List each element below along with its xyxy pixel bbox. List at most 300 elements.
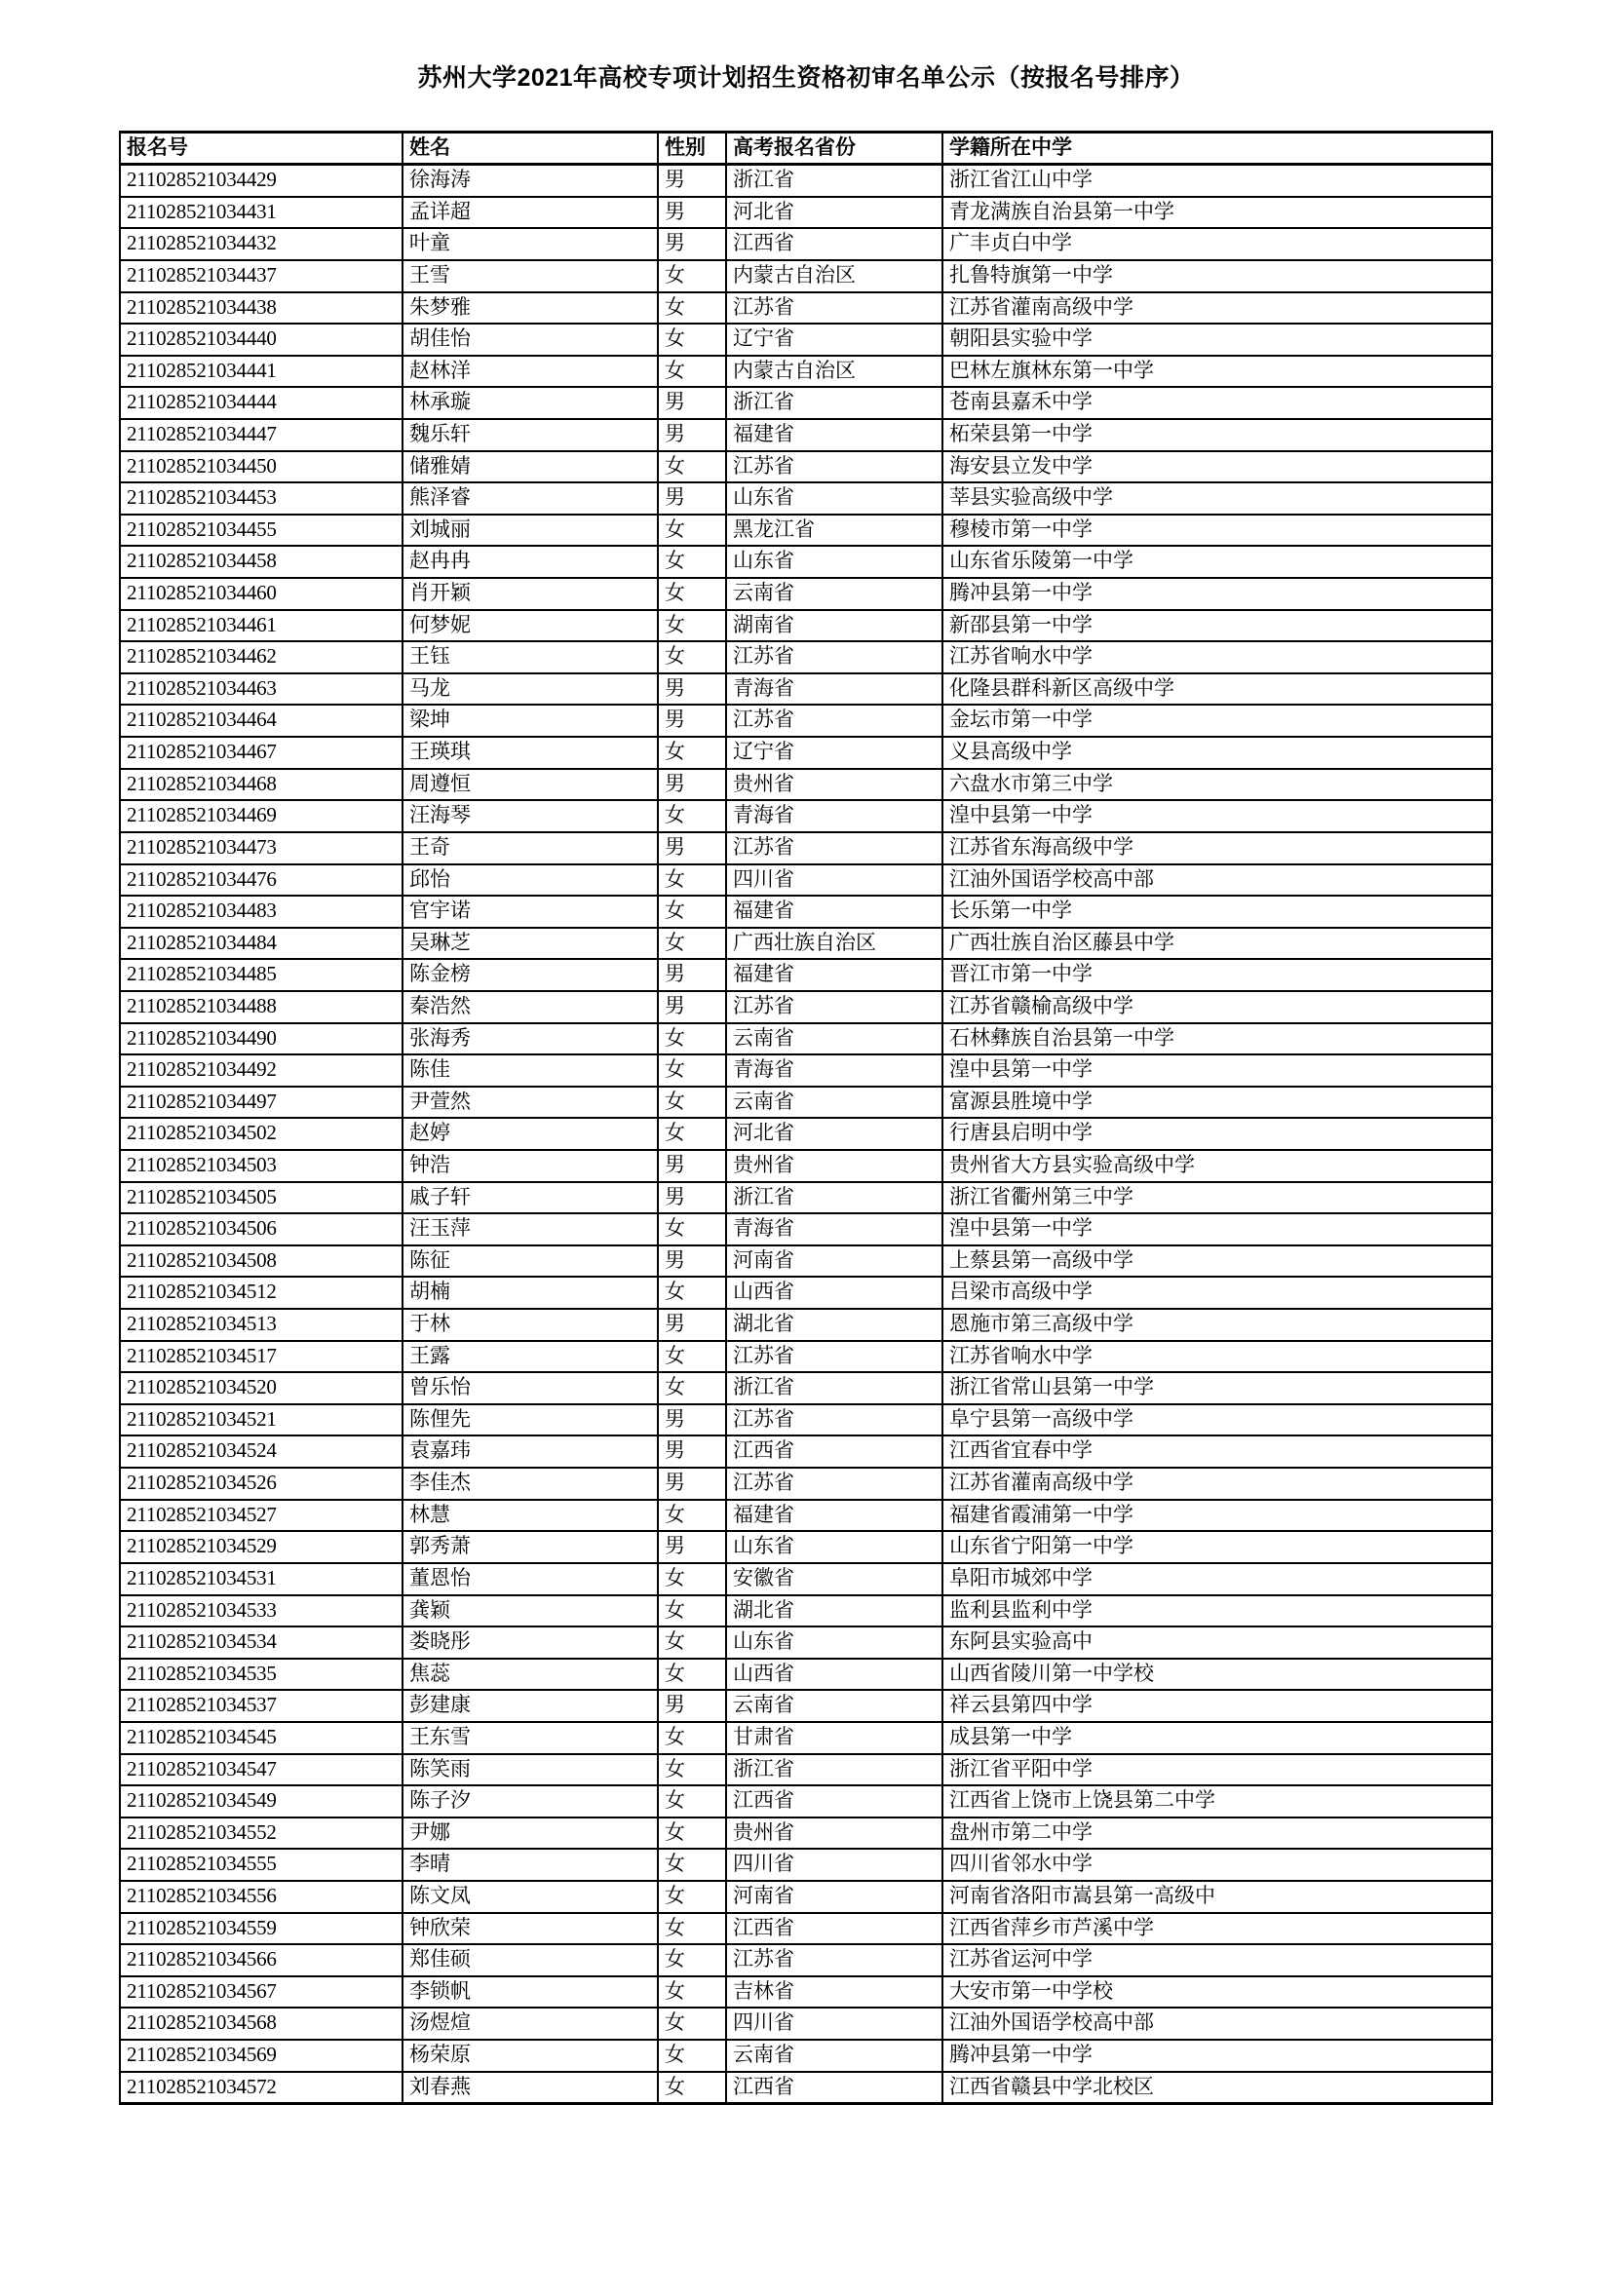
cell-school: 金坛市第一中学	[942, 705, 1492, 737]
cell-id: 211028521034552	[120, 1818, 403, 1850]
cell-sex: 女	[658, 1818, 726, 1850]
cell-prov: 江苏省	[726, 292, 942, 325]
cell-name: 胡楠	[403, 1277, 658, 1309]
table-row	[120, 292, 1492, 325]
column-header-school: 学籍所在中学	[942, 132, 1492, 165]
cell-prov: 贵州省	[726, 1818, 942, 1850]
cell-id: 211028521034488	[120, 991, 403, 1023]
cell-prov: 云南省	[726, 578, 942, 610]
cell-id: 211028521034458	[120, 546, 403, 578]
cell-name: 汪玉萍	[403, 1213, 658, 1245]
cell-school: 苍南县嘉禾中学	[942, 387, 1492, 419]
cell-id: 211028521034537	[120, 1690, 403, 1722]
cell-prov: 云南省	[726, 1023, 942, 1055]
cell-id: 211028521034531	[120, 1563, 403, 1595]
table-row	[120, 610, 1492, 642]
cell-sex: 女	[658, 1913, 726, 1945]
table-row	[120, 1245, 1492, 1278]
table-row	[120, 1023, 1492, 1055]
table-row	[120, 1976, 1492, 2009]
cell-sex: 女	[658, 1785, 726, 1818]
cell-id: 211028521034490	[120, 1023, 403, 1055]
cell-name: 曾乐怡	[403, 1372, 658, 1404]
table-header-row	[120, 132, 1492, 165]
column-header-prov: 高考报名省份	[726, 132, 942, 165]
cell-id: 211028521034569	[120, 2040, 403, 2072]
cell-name: 尹萱然	[403, 1087, 658, 1119]
table-row	[120, 1659, 1492, 1691]
cell-sex: 男	[658, 673, 726, 706]
cell-name: 官宇诺	[403, 896, 658, 928]
cell-school: 吕梁市高级中学	[942, 1277, 1492, 1309]
cell-prov: 云南省	[726, 1690, 942, 1722]
cell-name: 龚颖	[403, 1595, 658, 1627]
table-row	[120, 197, 1492, 229]
table-row	[120, 737, 1492, 769]
table-row	[120, 1690, 1492, 1722]
cell-prov: 辽宁省	[726, 324, 942, 356]
table-row	[120, 896, 1492, 928]
cell-name: 王雪	[403, 260, 658, 292]
cell-school: 腾冲县第一中学	[942, 2040, 1492, 2072]
table-row	[120, 387, 1492, 419]
cell-prov: 山西省	[726, 1659, 942, 1691]
table-row	[120, 800, 1492, 832]
cell-name: 肖开颖	[403, 578, 658, 610]
column-header-sex: 性别	[658, 132, 726, 165]
cell-name: 何梦妮	[403, 610, 658, 642]
cell-id: 211028521034520	[120, 1372, 403, 1404]
cell-sex: 男	[658, 769, 726, 801]
cell-prov: 青海省	[726, 1213, 942, 1245]
page-title: 苏州大学2021年高校专项计划招生资格初审名单公示（按报名号排序）	[417, 63, 1195, 92]
cell-sex: 女	[658, 578, 726, 610]
cell-school: 江苏省东海高级中学	[942, 832, 1492, 864]
cell-school: 湟中县第一中学	[942, 1054, 1492, 1087]
cell-id: 211028521034497	[120, 1087, 403, 1119]
cell-prov: 青海省	[726, 673, 942, 706]
cell-prov: 山东省	[726, 546, 942, 578]
cell-sex: 女	[658, 1722, 726, 1754]
cell-sex: 男	[658, 228, 726, 260]
cell-school: 湟中县第一中学	[942, 800, 1492, 832]
cell-sex: 女	[658, 356, 726, 388]
cell-school: 祥云县第四中学	[942, 1690, 1492, 1722]
cell-id: 211028521034506	[120, 1213, 403, 1245]
cell-school: 江苏省运河中学	[942, 1944, 1492, 1976]
cell-sex: 女	[658, 610, 726, 642]
table-row	[120, 2008, 1492, 2040]
cell-name: 马龙	[403, 673, 658, 706]
table-row	[120, 419, 1492, 451]
table-row	[120, 1500, 1492, 1532]
cell-sex: 女	[658, 1754, 726, 1786]
table-row	[120, 1722, 1492, 1754]
cell-id: 211028521034533	[120, 1595, 403, 1627]
table-row	[120, 546, 1492, 578]
cell-prov: 贵州省	[726, 1150, 942, 1182]
cell-id: 211028521034432	[120, 228, 403, 260]
cell-prov: 江苏省	[726, 1404, 942, 1436]
cell-sex: 男	[658, 1245, 726, 1278]
cell-school: 巴林左旗林东第一中学	[942, 356, 1492, 388]
cell-prov: 贵州省	[726, 769, 942, 801]
table-row	[120, 1785, 1492, 1818]
table-row	[120, 769, 1492, 801]
cell-prov: 四川省	[726, 2008, 942, 2040]
cell-sex: 男	[658, 959, 726, 991]
table-row	[120, 1754, 1492, 1786]
cell-id: 211028521034467	[120, 737, 403, 769]
cell-id: 211028521034521	[120, 1404, 403, 1436]
cell-prov: 浙江省	[726, 1754, 942, 1786]
cell-id: 211028521034468	[120, 769, 403, 801]
cell-school: 石林彝族自治县第一中学	[942, 1023, 1492, 1055]
cell-prov: 江苏省	[726, 991, 942, 1023]
cell-sex: 女	[658, 737, 726, 769]
cell-name: 李晴	[403, 1849, 658, 1881]
cell-id: 211028521034453	[120, 482, 403, 515]
table-row	[120, 991, 1492, 1023]
cell-sex: 女	[658, 1054, 726, 1087]
cell-school: 广西壮族自治区藤县中学	[942, 928, 1492, 960]
cell-school: 江西省上饶市上饶县第二中学	[942, 1785, 1492, 1818]
cell-sex: 男	[658, 197, 726, 229]
cell-id: 211028521034484	[120, 928, 403, 960]
cell-sex: 男	[658, 705, 726, 737]
table-row	[120, 673, 1492, 706]
cell-prov: 安徽省	[726, 1563, 942, 1595]
cell-prov: 浙江省	[726, 1182, 942, 1214]
cell-name: 陈征	[403, 1245, 658, 1278]
cell-name: 朱梦雅	[403, 292, 658, 325]
table-row	[120, 1913, 1492, 1945]
cell-name: 王露	[403, 1341, 658, 1373]
cell-school: 义县高级中学	[942, 737, 1492, 769]
cell-sex: 女	[658, 1595, 726, 1627]
cell-prov: 浙江省	[726, 1372, 942, 1404]
cell-school: 大安市第一中学校	[942, 1976, 1492, 2009]
cell-id: 211028521034483	[120, 896, 403, 928]
cell-prov: 江苏省	[726, 1468, 942, 1500]
table-row	[120, 705, 1492, 737]
cell-school: 腾冲县第一中学	[942, 578, 1492, 610]
cell-name: 焦蕊	[403, 1659, 658, 1691]
cell-sex: 女	[658, 451, 726, 483]
document-page	[0, 17, 1612, 2296]
cell-school: 贵州省大方县实验高级中学	[942, 1150, 1492, 1182]
cell-prov: 湖南省	[726, 610, 942, 642]
cell-school: 东阿县实验高中	[942, 1626, 1492, 1659]
cell-school: 青龙满族自治县第一中学	[942, 197, 1492, 229]
cell-name: 陈子汐	[403, 1785, 658, 1818]
cell-name: 魏乐轩	[403, 419, 658, 451]
table-row	[120, 1468, 1492, 1500]
cell-name: 于林	[403, 1309, 658, 1341]
table-row	[120, 228, 1492, 260]
cell-prov: 江西省	[726, 1785, 942, 1818]
table-body	[120, 165, 1492, 2104]
cell-id: 211028521034555	[120, 1849, 403, 1881]
cell-school: 江西省萍乡市芦溪中学	[942, 1913, 1492, 1945]
cell-school: 成县第一中学	[942, 1722, 1492, 1754]
cell-id: 211028521034529	[120, 1531, 403, 1563]
cell-name: 邱怡	[403, 864, 658, 897]
cell-sex: 女	[658, 800, 726, 832]
cell-name: 熊泽睿	[403, 482, 658, 515]
cell-school: 山西省陵川第一中学校	[942, 1659, 1492, 1691]
cell-name: 吴琳芝	[403, 928, 658, 960]
cell-id: 211028521034463	[120, 673, 403, 706]
cell-school: 江西省宜春中学	[942, 1435, 1492, 1468]
cell-prov: 江西省	[726, 1913, 942, 1945]
cell-id: 211028521034444	[120, 387, 403, 419]
cell-id: 211028521034526	[120, 1468, 403, 1500]
cell-sex: 女	[658, 1372, 726, 1404]
cell-prov: 吉林省	[726, 1976, 942, 2009]
table-row	[120, 959, 1492, 991]
cell-id: 211028521034567	[120, 1976, 403, 2009]
table-row	[120, 1818, 1492, 1850]
table-row	[120, 1309, 1492, 1341]
cell-school: 海安县立发中学	[942, 451, 1492, 483]
cell-school: 化隆县群科新区高级中学	[942, 673, 1492, 706]
table-row	[120, 260, 1492, 292]
cell-sex: 男	[658, 1435, 726, 1468]
cell-prov: 福建省	[726, 419, 942, 451]
cell-prov: 云南省	[726, 2040, 942, 2072]
cell-id: 211028521034547	[120, 1754, 403, 1786]
cell-id: 211028521034460	[120, 578, 403, 610]
cell-school: 浙江省衢州第三中学	[942, 1182, 1492, 1214]
cell-prov: 青海省	[726, 1054, 942, 1087]
roster-table-container	[0, 109, 1612, 2106]
cell-sex: 男	[658, 419, 726, 451]
cell-name: 胡佳怡	[403, 324, 658, 356]
cell-prov: 江苏省	[726, 832, 942, 864]
cell-id: 211028521034431	[120, 197, 403, 229]
cell-prov: 黑龙江省	[726, 515, 942, 547]
cell-prov: 湖北省	[726, 1595, 942, 1627]
cell-id: 211028521034524	[120, 1435, 403, 1468]
cell-sex: 女	[658, 1976, 726, 2009]
cell-prov: 浙江省	[726, 165, 942, 197]
cell-school: 福建省霞浦第一中学	[942, 1500, 1492, 1532]
cell-school: 广丰贞白中学	[942, 228, 1492, 260]
cell-name: 李锁帆	[403, 1976, 658, 2009]
cell-sex: 女	[658, 1626, 726, 1659]
cell-school: 莘县实验高级中学	[942, 482, 1492, 515]
cell-name: 储雅婧	[403, 451, 658, 483]
cell-id: 211028521034513	[120, 1309, 403, 1341]
cell-name: 陈笑雨	[403, 1754, 658, 1786]
cell-prov: 辽宁省	[726, 737, 942, 769]
table-row	[120, 324, 1492, 356]
cell-sex: 女	[658, 1659, 726, 1691]
cell-id: 211028521034508	[120, 1245, 403, 1278]
cell-prov: 福建省	[726, 896, 942, 928]
cell-school: 四川省邻水中学	[942, 1849, 1492, 1881]
cell-sex: 女	[658, 2008, 726, 2040]
cell-name: 娄晓彤	[403, 1626, 658, 1659]
cell-id: 211028521034545	[120, 1722, 403, 1754]
cell-id: 211028521034572	[120, 2072, 403, 2104]
cell-sex: 女	[658, 1881, 726, 1913]
cell-prov: 江苏省	[726, 1944, 942, 1976]
cell-name: 刘春燕	[403, 2072, 658, 2104]
table-row	[120, 578, 1492, 610]
table-row	[120, 928, 1492, 960]
table-row	[120, 482, 1492, 515]
cell-sex: 女	[658, 1341, 726, 1373]
cell-prov: 江西省	[726, 1435, 942, 1468]
cell-prov: 内蒙古自治区	[726, 260, 942, 292]
cell-prov: 四川省	[726, 1849, 942, 1881]
cell-name: 陈文凤	[403, 1881, 658, 1913]
cell-id: 211028521034485	[120, 959, 403, 991]
cell-name: 赵林洋	[403, 356, 658, 388]
cell-sex: 女	[658, 1118, 726, 1150]
cell-school: 江苏省灌南高级中学	[942, 292, 1492, 325]
cell-prov: 江苏省	[726, 641, 942, 673]
cell-name: 汪海琴	[403, 800, 658, 832]
cell-school: 河南省洛阳市嵩县第一高级中	[942, 1881, 1492, 1913]
cell-sex: 男	[658, 832, 726, 864]
cell-school: 江油外国语学校高中部	[942, 2008, 1492, 2040]
cell-name: 戚子轩	[403, 1182, 658, 1214]
cell-prov: 河北省	[726, 197, 942, 229]
cell-sex: 女	[658, 1087, 726, 1119]
cell-prov: 青海省	[726, 800, 942, 832]
table-row	[120, 1054, 1492, 1087]
cell-name: 彭建康	[403, 1690, 658, 1722]
cell-name: 李佳杰	[403, 1468, 658, 1500]
cell-name: 王东雪	[403, 1722, 658, 1754]
cell-id: 211028521034503	[120, 1150, 403, 1182]
table-row	[120, 165, 1492, 197]
cell-school: 江西省赣县中学北校区	[949, 2074, 1154, 2098]
cell-id: 211028521034549	[120, 1785, 403, 1818]
cell-id: 211028521034502	[120, 1118, 403, 1150]
cell-id: 211028521034447	[120, 419, 403, 451]
column-header-id: 报名号	[120, 132, 403, 165]
cell-sex: 男	[658, 1690, 726, 1722]
cell-sex: 男	[658, 991, 726, 1023]
cell-name: 徐海涛	[403, 165, 658, 197]
cell-school: 盘州市第二中学	[942, 1818, 1492, 1850]
table-row	[120, 515, 1492, 547]
cell-school: 山东省宁阳第一中学	[942, 1531, 1492, 1563]
cell-school: 朝阳县实验中学	[942, 324, 1492, 356]
cell-school: 扎鲁特旗第一中学	[942, 260, 1492, 292]
table-header	[120, 132, 1492, 165]
cell-name: 梁坤	[403, 705, 658, 737]
cell-id: 211028521034534	[120, 1626, 403, 1659]
cell-id: 211028521034505	[120, 1182, 403, 1214]
cell-school: 恩施市第三高级中学	[942, 1309, 1492, 1341]
cell-sex: 男	[658, 482, 726, 515]
cell-id: 211028521034462	[120, 641, 403, 673]
cell-sex: 男	[658, 165, 726, 197]
cell-school: 江苏省赣榆高级中学	[942, 991, 1492, 1023]
cell-school: 行唐县启明中学	[942, 1118, 1492, 1150]
cell-school: 浙江省江山中学	[942, 165, 1492, 197]
table-row	[120, 1563, 1492, 1595]
cell-name: 陈金榜	[403, 959, 658, 991]
cell-sex: 男	[658, 1404, 726, 1436]
table-row	[120, 1626, 1492, 1659]
cell-id: 211028521034476	[120, 864, 403, 897]
table-row	[120, 451, 1492, 483]
cell-id: 211028521034556	[120, 1881, 403, 1913]
table-row	[120, 356, 1492, 388]
cell-sex: 女	[658, 1213, 726, 1245]
cell-sex: 女	[658, 515, 726, 547]
cell-prov: 江西省	[726, 228, 942, 260]
cell-sex: 男	[658, 1182, 726, 1214]
cell-id: 211028521034450	[120, 451, 403, 483]
cell-school: 柘荣县第一中学	[942, 419, 1492, 451]
cell-sex: 女	[658, 928, 726, 960]
cell-sex: 女	[658, 1500, 726, 1532]
cell-name: 董恩怡	[403, 1563, 658, 1595]
cell-prov: 江苏省	[726, 705, 942, 737]
table-row	[120, 1277, 1492, 1309]
cell-name: 袁嘉玮	[403, 1435, 658, 1468]
cell-name: 张海秀	[403, 1023, 658, 1055]
cell-name: 秦浩然	[403, 991, 658, 1023]
cell-prov: 山西省	[726, 1277, 942, 1309]
cell-id: 211028521034438	[120, 292, 403, 325]
cell-id: 211028521034535	[120, 1659, 403, 1691]
cell-id: 211028521034559	[120, 1913, 403, 1945]
cell-prov: 山东省	[726, 1531, 942, 1563]
cell-sex: 女	[658, 324, 726, 356]
cell-school: 富源县胜境中学	[942, 1087, 1492, 1119]
cell-sex: 女	[658, 1849, 726, 1881]
cell-sex: 男	[658, 1150, 726, 1182]
cell-school: 江苏省灌南高级中学	[942, 1468, 1492, 1500]
cell-name: 赵婷	[403, 1118, 658, 1150]
cell-sex: 女	[658, 292, 726, 325]
table-row	[120, 1881, 1492, 1913]
cell-name: 王奇	[403, 832, 658, 864]
cell-school: 江苏省响水中学	[942, 1341, 1492, 1373]
cell-school: 阜宁县第一高级中学	[942, 1404, 1492, 1436]
cell-sex: 男	[658, 1531, 726, 1563]
cell-name: 赵冉冉	[403, 546, 658, 578]
cell-school: 阜阳市城郊中学	[942, 1563, 1492, 1595]
cell-prov: 内蒙古自治区	[726, 356, 942, 388]
table-row	[120, 1182, 1492, 1214]
table-row	[120, 1341, 1492, 1373]
cell-prov: 湖北省	[726, 1309, 942, 1341]
column-header-name: 姓名	[403, 132, 658, 165]
cell-name: 王瑛琪	[403, 737, 658, 769]
cell-name: 尹娜	[403, 1818, 658, 1850]
cell-sex: 女	[658, 641, 726, 673]
cell-prov: 山东省	[726, 1626, 942, 1659]
table-row	[120, 1849, 1492, 1881]
cell-id: 211028521034441	[120, 356, 403, 388]
cell-id: 211028521034492	[120, 1054, 403, 1087]
cell-name: 王钰	[403, 641, 658, 673]
cell-school: 监利县监利中学	[942, 1595, 1492, 1627]
table-row	[120, 1150, 1492, 1182]
cell-name: 钟欣荣	[403, 1913, 658, 1945]
cell-id: 211028521034429	[120, 165, 403, 197]
cell-name: 孟详超	[403, 197, 658, 229]
